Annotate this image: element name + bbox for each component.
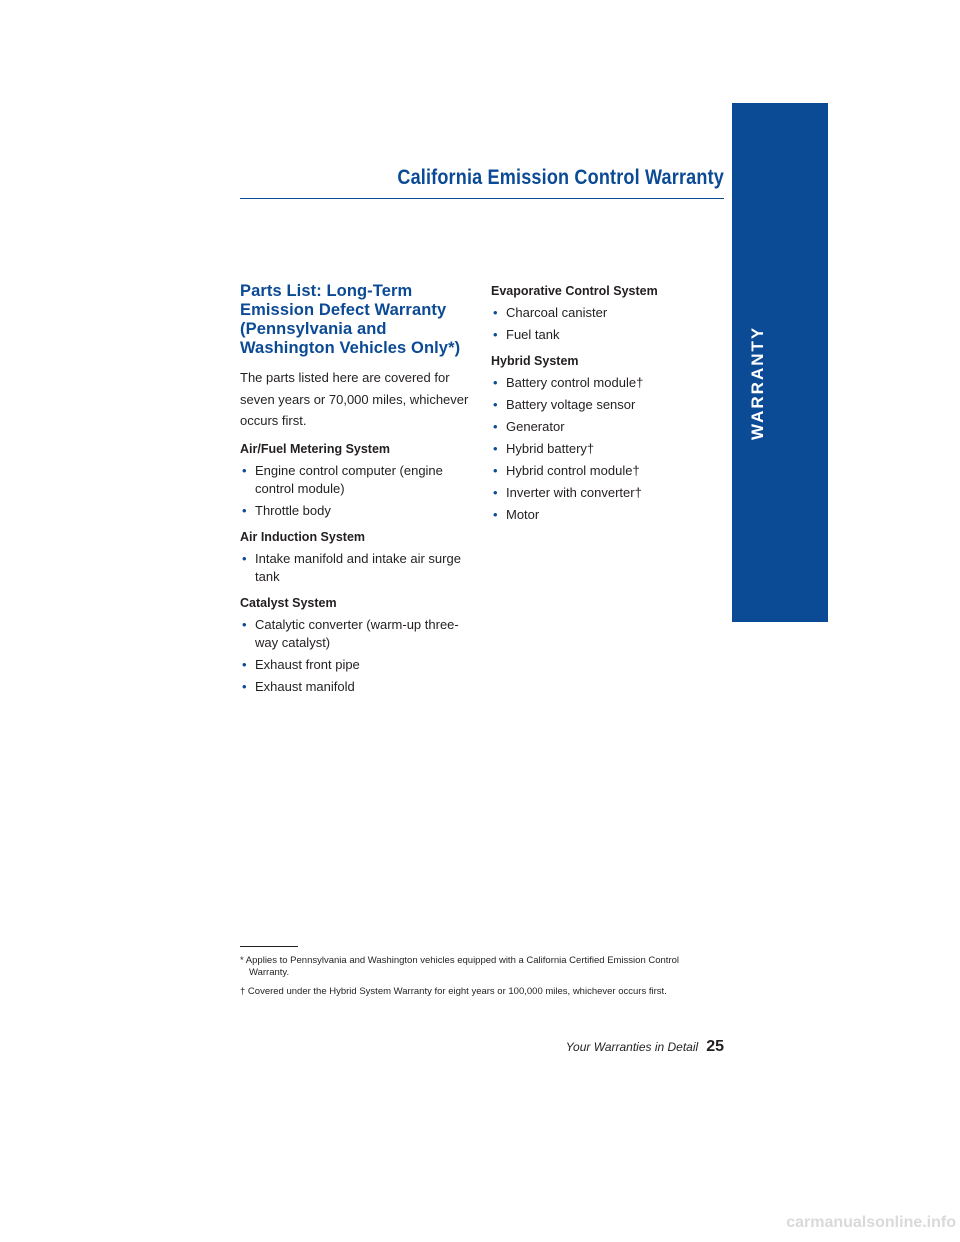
list-item: • Hybrid battery† <box>491 440 723 459</box>
header-rule <box>240 198 724 199</box>
footnotes <box>240 955 720 1006</box>
list-item: • Battery voltage sensor <box>491 396 723 415</box>
footer-label: Your Warranties in Detail <box>565 1040 699 1054</box>
page-number: 25 <box>706 1038 724 1055</box>
group-heading: Air Induction System <box>240 529 366 544</box>
list-item: • Engine control computer (engine control module) <box>242 462 443 496</box>
bullet-icon: • <box>493 418 498 434</box>
group-heading: Air/Fuel Metering System <box>240 441 391 456</box>
list-item: • Inverter with converter† <box>491 484 723 503</box>
bullet-icon: • <box>493 305 498 320</box>
bullet-icon: • <box>493 506 498 522</box>
bullet-icon: • <box>493 396 498 412</box>
list-item: • Battery control module† <box>491 374 723 393</box>
list-item: • Generator <box>491 418 723 437</box>
parts-list <box>491 304 723 345</box>
group-heading: Evaporative Control System <box>491 284 658 298</box>
bullet-icon: • <box>493 374 498 390</box>
list-item: • Throttle body <box>240 502 472 521</box>
footnote-rule <box>240 946 298 947</box>
bullet-icon: • <box>242 616 247 632</box>
list-item: • Intake manifold and intake air surge tank <box>242 550 461 584</box>
parts-group <box>491 282 723 345</box>
page-title: California Emission Control Warranty <box>397 166 724 189</box>
parts-list <box>240 616 472 697</box>
bullet-icon: • <box>493 327 498 342</box>
bullet-icon: • <box>242 657 247 672</box>
list-item: • Charcoal canister <box>491 304 723 323</box>
section-tab-label: WARRANTY <box>748 325 767 440</box>
list-item: • Hybrid control module† <box>491 462 723 481</box>
parts-group <box>240 440 472 521</box>
list-item: • Catalytic converter (warm-up three-way catalyst) <box>242 616 459 650</box>
list-item: • Exhaust manifold <box>240 678 472 697</box>
bullet-icon: • <box>242 550 247 566</box>
intro-paragraph: The parts listed here are covered for seven years or 70,000 miles, whichever occurs first. <box>240 370 469 428</box>
parts-list <box>491 374 723 525</box>
parts-group <box>240 528 472 587</box>
bullet-icon: • <box>242 462 247 478</box>
section-tab <box>732 103 828 622</box>
right-column <box>491 282 723 531</box>
list-item: • Motor <box>491 506 723 525</box>
bullet-icon: • <box>493 440 498 456</box>
list-item: • Fuel tank <box>491 326 723 345</box>
page-footer <box>480 1038 724 1056</box>
watermark: carmanualsonline.info <box>786 1214 956 1231</box>
bullet-icon: • <box>242 679 247 694</box>
parts-group <box>491 352 723 525</box>
parts-group <box>240 594 472 697</box>
parts-list <box>240 550 472 587</box>
section-title: Parts List: Long-Term Emission Defect Warranty (Pennsylvania and Washington Vehicles Only*) <box>240 282 461 357</box>
parts-list <box>240 462 472 521</box>
footnote-asterisk: * Applies to Pennsylvania and Washington vehicles equipped with a California Certified Emission Control Warranty. <box>240 955 679 978</box>
left-column <box>240 282 472 704</box>
bullet-icon: • <box>493 462 498 478</box>
bullet-icon: • <box>242 503 247 518</box>
footnote-dagger: † Covered under the Hybrid System Warranty for eight years or 100,000 miles, whichever occurs first. <box>240 986 667 997</box>
group-heading: Hybrid System <box>491 353 579 368</box>
group-heading: Catalyst System <box>240 595 337 610</box>
list-item: • Exhaust front pipe <box>240 656 472 675</box>
bullet-icon: • <box>493 484 498 500</box>
